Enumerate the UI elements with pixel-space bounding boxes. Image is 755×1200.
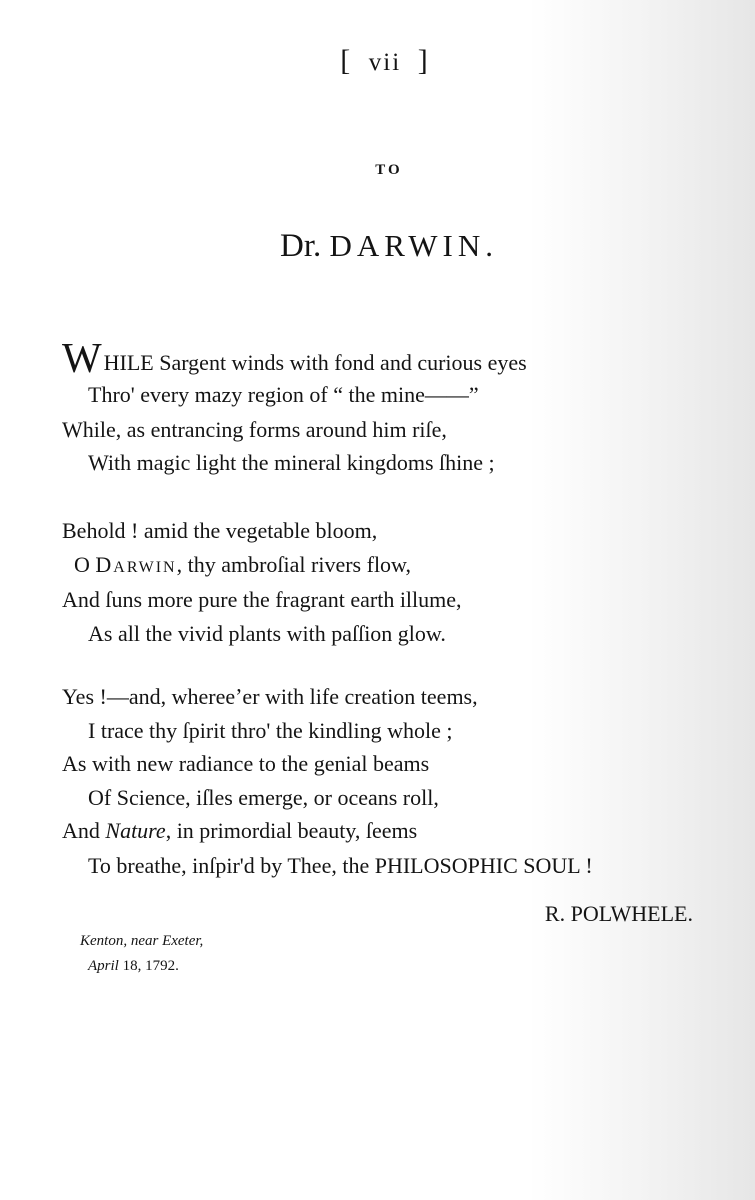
- poem-line-prefix: And: [62, 818, 100, 843]
- colophon-month: April: [88, 958, 119, 974]
- poem-line: And ſuns more pure the fragrant earth illume,: [62, 587, 462, 612]
- darwin-name: [95, 552, 176, 577]
- poem-line: While, as entrancing forms around him riſe,: [62, 417, 447, 442]
- poem-line: As with new radiance to the genial beams: [62, 751, 430, 776]
- poem-line: [88, 855, 593, 877]
- poem-line: As all the vivid plants with paſſion glow.: [88, 621, 446, 646]
- page-number-bracket-open: [: [340, 44, 353, 77]
- title-prefix: Dr.: [280, 228, 322, 264]
- colophon-place: Kenton, near Exeter,: [80, 933, 204, 949]
- poem-line-rest: , thy ambroſial rivers flow,: [176, 552, 412, 577]
- page-number-value: vii: [368, 49, 402, 76]
- signature: R. POLWHELE.: [544, 901, 693, 926]
- colophon-date: [88, 958, 179, 975]
- darwin-rest: ARWIN: [113, 559, 177, 576]
- title-name: DARWIN.: [329, 228, 498, 263]
- poem-line: Yes !—and, whereeʼer with life creation teems,: [62, 684, 478, 709]
- poem-line: Of Science, iſles emerge, or oceans roll,: [88, 785, 439, 810]
- poem-line-prefix: To breathe, inſpir'd by Thee, the: [88, 853, 370, 878]
- darwin-initial: D: [95, 552, 114, 577]
- poem-line: Thro' every mazy region of “ the mine——”: [88, 382, 479, 407]
- poem-line-rest: , in primordial beauty, ſeems: [165, 818, 418, 843]
- dedication-to: TO: [375, 162, 403, 178]
- colophon-day-year: 18, 1792.: [122, 958, 179, 974]
- philosophic-soul: PHILOSOPHIC SOUL !: [374, 853, 593, 878]
- poem-line: With magic light the mineral kingdoms ſhine ;: [88, 450, 495, 475]
- poem-line-prefix: O: [74, 552, 90, 577]
- drop-cap: W: [62, 336, 102, 382]
- poem-line: Behold ! amid the vegetable bloom,: [62, 518, 378, 543]
- poem-line: I trace thy ſpirit thro' the kindling whole ;: [88, 718, 453, 743]
- poem-line: [62, 338, 527, 380]
- poem-line: [74, 554, 411, 576]
- page-number-bracket-close: ]: [417, 44, 430, 77]
- nature-italic: Nature: [105, 818, 166, 843]
- poem-line: [62, 820, 417, 842]
- poem-line-text: HILE Sargent winds with fond and curious eyes: [103, 350, 527, 375]
